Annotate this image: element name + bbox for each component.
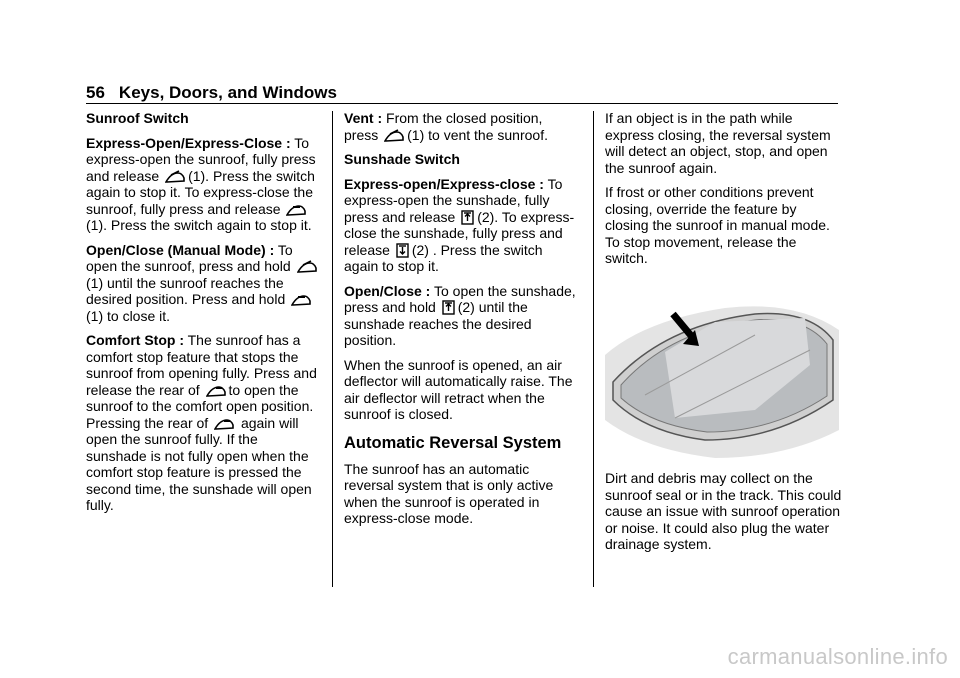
air-deflector-paragraph: When the sunroof is opened, an air deflector will automatically raise. The air deflector will retract when the sunroof is closed. (344, 356, 573, 422)
page-number: 56 (86, 83, 105, 102)
comfort-stop-paragraph: Comfort Stop : The sunroof has a comfort stop feature that stops the sunroof from opening fully. Press and release the rear of to open the sunroof to the comfort open position. Pressing the rear of again will open the sunroof fully. If the sunshade is not fully open when the comfort stop feature is pressed the second time, the sunshade will open fully. (86, 332, 317, 513)
reversal-paragraph: The sunroof has an automatic reversal system that is only active when the sunroof is operated in express-close mode. (344, 460, 554, 526)
column-3 (605, 110, 841, 275)
column-1 (86, 110, 322, 522)
header-rule (86, 103, 838, 104)
sunshade-express-paragraph: Express-open/Express-close : To express-open the sunshade, fully press and release (2). To express-close the sunshade, fully press and release (2) . Press the switch again to stop it. (344, 175, 575, 274)
frost-override-paragraph: If frost or other conditions prevent closing, override the feature by closing the sunroof in manual mode. To stop movement, release the switch. (605, 184, 830, 266)
sunshade-switch-heading: Sunshade Switch (344, 151, 460, 167)
sunroof-rear-icon (206, 384, 226, 398)
reversal-detect-paragraph: If an object is in the path while express closing, the reversal system will detect an object, stop, and open the sunroof again. (605, 110, 831, 176)
sunroof-open-icon (165, 170, 185, 184)
sunroof-vent-icon (384, 129, 404, 143)
sunshade-open-icon (442, 300, 455, 315)
sunroof-close-icon (291, 293, 311, 307)
column-divider-2 (593, 111, 594, 587)
sunshade-open-close-paragraph: Open/Close : To open the sunshade, press and hold (2) until the sunshade reaches the desired position. (344, 282, 576, 348)
vent-paragraph: Vent : From the closed position, press (1) to vent the sunroof. (344, 110, 548, 143)
sunshade-open-icon (461, 210, 474, 225)
sunroof-rear-icon (214, 417, 234, 431)
dirt-debris-paragraph: Dirt and debris may collect on the sunroof seal or in the track. This could cause an issue with sunroof operation or noise. It could also plug the water drainage system. (605, 470, 842, 552)
manual-mode-paragraph: Open/Close (Manual Mode) : To open the sunroof, press and hold (1) until the sunroof reaches the desired position. Press and hold (1) to close it. (86, 242, 322, 325)
watermark: carmanualsonline.info (727, 644, 948, 669)
sunroof-close-icon (286, 203, 306, 217)
section-title: Automatic Reversal System (344, 433, 562, 452)
column-2 (344, 110, 580, 535)
sunshade-close-icon (396, 243, 409, 258)
sunroof-switch-heading: Sunroof Switch (86, 110, 189, 126)
sunroof-photo (605, 300, 839, 458)
express-open-paragraph: Express-Open/Express-Close : To express-open the sunroof, fully press and release (1). Press the switch again to stop it. To express-close the sunroof, fully press and release (1). Press the switch again to stop it. (86, 134, 316, 233)
page-header (86, 82, 838, 104)
column-divider-1 (332, 111, 333, 587)
sunroof-open-icon (297, 260, 317, 274)
chapter-title: Keys, Doors, and Windows (118, 83, 337, 102)
